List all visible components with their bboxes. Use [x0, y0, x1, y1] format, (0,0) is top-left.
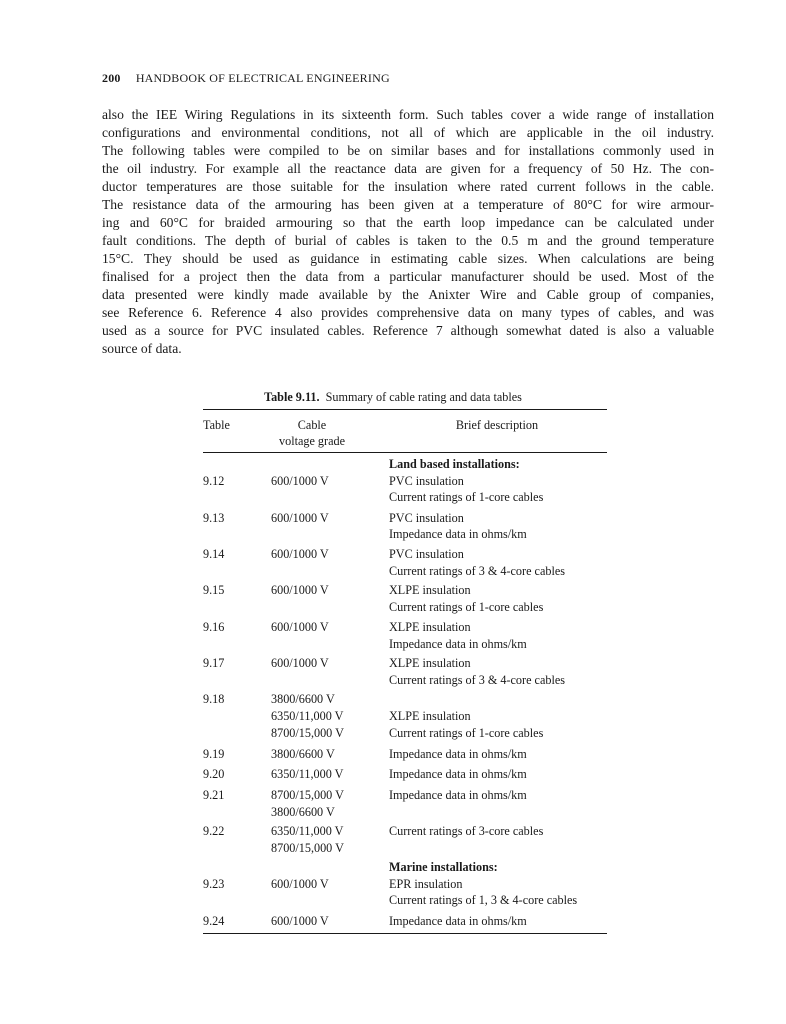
- voltage-grade: 600/1000 V: [271, 474, 329, 488]
- column-header-voltage-line1: Cable: [297, 418, 327, 432]
- table-header-rule: [203, 452, 607, 453]
- table-number: 9.22: [203, 824, 225, 838]
- description: Current ratings of 1-core cables: [389, 600, 544, 614]
- table-number: 9.18: [203, 692, 225, 706]
- paragraph-line: the oil industry. For example all the reactance data are given for a frequency of 50 Hz. The con-: [102, 161, 714, 176]
- page-number: 200: [102, 71, 121, 85]
- running-head: [102, 71, 390, 86]
- voltage-grade: 8700/15,000 V: [271, 788, 344, 802]
- voltage-grade: 6350/11,000 V: [271, 824, 344, 838]
- table-number: 9.20: [203, 767, 225, 781]
- table-number: 9.15: [203, 583, 225, 597]
- voltage-grade: 6350/11,000 V: [271, 767, 344, 781]
- paragraph-line: finalised for a project then the data from a particular manufacturer should be used. Most of the: [102, 269, 714, 284]
- paragraph-line: source of data.: [102, 341, 182, 356]
- column-header-voltage: [262, 417, 362, 449]
- voltage-grade: 6350/11,000 V: [271, 709, 344, 723]
- description: Current ratings of 3-core cables: [389, 824, 544, 838]
- description: Impedance data in ohms/km: [389, 747, 527, 761]
- voltage-grade: 600/1000 V: [271, 547, 329, 561]
- description: XLPE insulation: [389, 583, 471, 597]
- voltage-grade: 600/1000 V: [271, 656, 329, 670]
- table-caption-label: Table 9.11.: [264, 390, 320, 404]
- description: PVC insulation: [389, 511, 464, 525]
- table-caption: [0, 390, 786, 405]
- paragraph-line: ductor temperatures are those suitable for the insulation where rated current follows in the cable.: [102, 179, 714, 194]
- paragraph-line: data presented were kindly made available by the Anixter Wire and Cable group of companies,: [102, 287, 714, 302]
- table-number: 9.14: [203, 547, 225, 561]
- description: PVC insulation: [389, 474, 464, 488]
- paragraph-line: ing and 60°C for braided armouring so that the earth loop impedance can be calculated under: [102, 215, 714, 230]
- voltage-grade: 8700/15,000 V: [271, 726, 344, 740]
- voltage-grade: 3800/6600 V: [271, 805, 335, 819]
- column-header-table: Table: [203, 418, 230, 432]
- description: Current ratings of 1-core cables: [389, 726, 544, 740]
- description: Current ratings of 1, 3 & 4-core cables: [389, 893, 578, 907]
- section-heading-land: Land based installations:: [389, 457, 520, 471]
- paragraph-line: also the IEE Wiring Regulations in its sixteenth form. Such tables cover a wide range of installation: [102, 107, 714, 122]
- table-number: 9.16: [203, 620, 225, 634]
- description: Impedance data in ohms/km: [389, 914, 527, 928]
- column-header-description: Brief description: [455, 418, 539, 432]
- voltage-grade: 3800/6600 V: [271, 692, 335, 706]
- paragraph-line: The following tables were compiled to be on similar bases and for installations commonly used in: [102, 143, 714, 158]
- table-top-rule: [203, 409, 607, 410]
- description: PVC insulation: [389, 547, 464, 561]
- voltage-grade: 600/1000 V: [271, 914, 329, 928]
- table-number: 9.19: [203, 747, 225, 761]
- paragraph-line: used as a source for PVC insulated cables. Reference 7 although somewhat dated is also a valuable: [102, 323, 714, 338]
- voltage-grade: 600/1000 V: [271, 877, 329, 891]
- description: Impedance data in ohms/km: [389, 527, 527, 541]
- table-number: 9.13: [203, 511, 225, 525]
- voltage-grade: 600/1000 V: [271, 620, 329, 634]
- paragraph-line: 15°C. They should be used as guidance in estimating cable sizes. When calculations are being: [102, 251, 714, 266]
- description: XLPE insulation: [389, 656, 471, 670]
- description: Current ratings of 3 & 4-core cables: [389, 673, 565, 687]
- voltage-grade: 8700/15,000 V: [271, 841, 344, 855]
- table-number: 9.17: [203, 656, 225, 670]
- description: Impedance data in ohms/km: [389, 767, 527, 781]
- table-caption-text: Summary of cable rating and data tables: [325, 390, 522, 404]
- description: EPR insulation: [389, 877, 463, 891]
- body-paragraph: [102, 106, 714, 358]
- section-heading-marine: Marine installations:: [389, 860, 498, 874]
- paragraph-line: see Reference 6. Reference 4 also provides comprehensive data on many types of cables, and was: [102, 305, 714, 320]
- description: Impedance data in ohms/km: [389, 637, 527, 651]
- voltage-grade: 3800/6600 V: [271, 747, 335, 761]
- column-header-voltage-line2: voltage grade: [279, 434, 345, 448]
- description: Current ratings of 3 & 4-core cables: [389, 564, 565, 578]
- description: Current ratings of 1-core cables: [389, 490, 544, 504]
- description: XLPE insulation: [389, 709, 471, 723]
- table-number: 9.23: [203, 877, 225, 891]
- voltage-grade: 600/1000 V: [271, 511, 329, 525]
- table-number: 9.24: [203, 914, 225, 928]
- description: Impedance data in ohms/km: [389, 788, 527, 802]
- paragraph-line: configurations and environmental conditions, not all of which are applicable in the oil industry.: [102, 125, 714, 140]
- paragraph-line: The resistance data of the armouring has been given at a temperature of 80°C for wire armour-: [102, 197, 714, 212]
- table-number: 9.21: [203, 788, 225, 802]
- voltage-grade: 600/1000 V: [271, 583, 329, 597]
- running-title: HANDBOOK OF ELECTRICAL ENGINEERING: [135, 71, 390, 85]
- table-bottom-rule: [203, 933, 607, 934]
- description: XLPE insulation: [389, 620, 471, 634]
- paragraph-line: fault conditions. The depth of burial of cables is taken to the 0.5 m and the ground temperature: [102, 233, 714, 248]
- table-number: 9.12: [203, 474, 225, 488]
